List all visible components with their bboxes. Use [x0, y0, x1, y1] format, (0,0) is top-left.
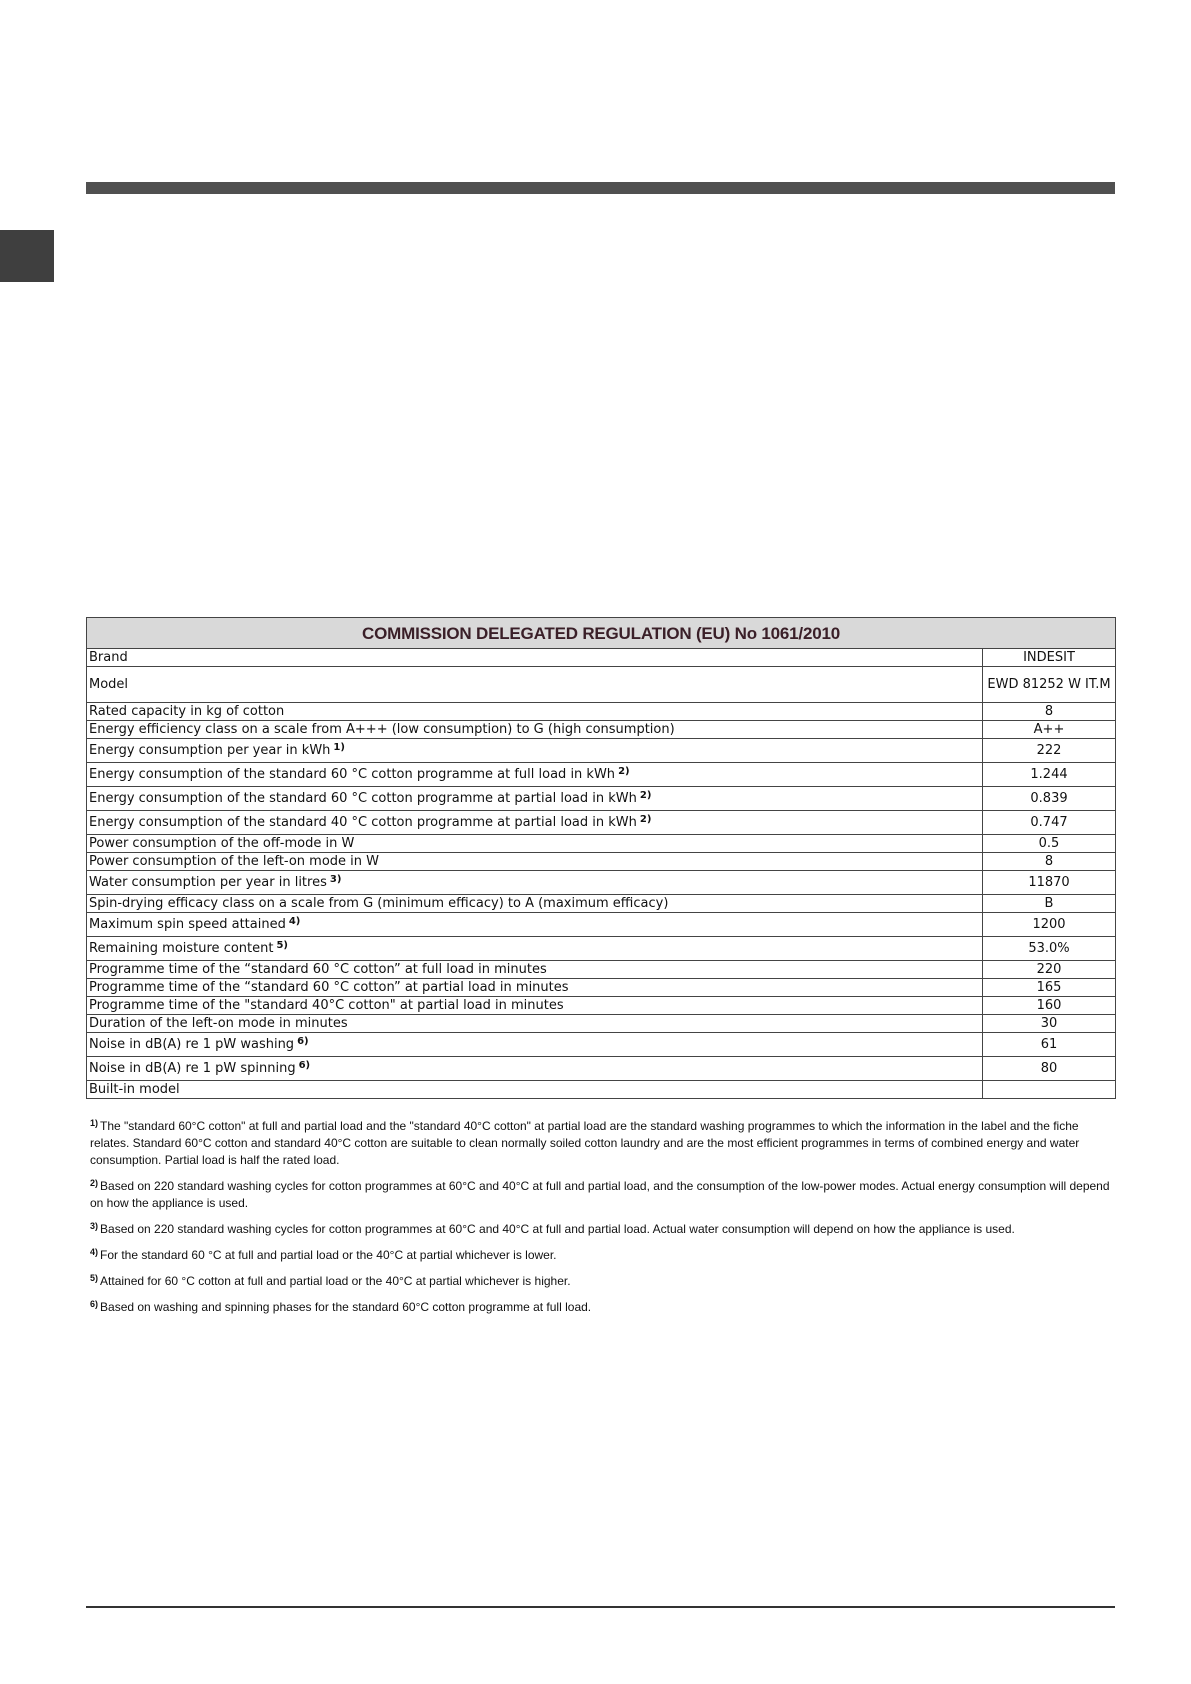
- table-row: [87, 895, 1116, 913]
- table-row: [87, 937, 1116, 961]
- footnote: [90, 1273, 1115, 1290]
- row-label: Programme time of the “standard 60 °C cotton” at partial load in minutes: [87, 979, 983, 997]
- row-label: Remaining moisture content $^{5)}$: [87, 937, 983, 961]
- footnote-text: Based on washing and spinning phases for the standard 60°C cotton programme at full load.: [100, 1300, 592, 1314]
- table-row: [87, 871, 1116, 895]
- footnote-mark: 4): [90, 1247, 99, 1257]
- regulation-table: [86, 617, 1116, 1099]
- row-value: 80: [983, 1057, 1116, 1081]
- row-label: Energy consumption per year in kWh $^{1)}$: [87, 739, 983, 763]
- row-value: 11870: [983, 871, 1116, 895]
- row-label: Energy consumption of the standard 60 °C cotton programme at full load in kWh $^{2)}$: [87, 763, 983, 787]
- footnote-ref: 3): [329, 874, 342, 885]
- row-label: Power consumption of the left-on mode in W: [87, 853, 983, 871]
- table-row: [87, 667, 1116, 703]
- footnote-mark: 5): [90, 1273, 99, 1283]
- footnote-text: The "standard 60°C cotton" at full and partial load and the "standard 40°C cotton" at partial load are the standard washing programmes to which the information in the label and the fiche relates. Standard 60°C cotton and standard 40°C cotton are suitable to clean normally soiled cotton laundry and are the most efficient programmes in terms of combined energy and water consumption. Partial load is half the rated load.: [90, 1119, 1080, 1167]
- row-label: Water consumption per year in litres $^{3)}$: [87, 871, 983, 895]
- row-label: Noise in dB(A) re 1 pW spinning $^{6)}$: [87, 1057, 983, 1081]
- footnote-mark: 2): [90, 1178, 99, 1188]
- table-row: [87, 853, 1116, 871]
- language-tab-marker: [0, 230, 54, 282]
- table-row: [87, 835, 1116, 853]
- row-label: Maximum spin speed attained $^{4)}$: [87, 913, 983, 937]
- row-label: Spin-drying efficacy class on a scale from G (minimum efficacy) to A (maximum efficacy): [87, 895, 983, 913]
- row-value: 1200: [983, 913, 1116, 937]
- table-row: [87, 721, 1116, 739]
- footnote-ref: 2): [639, 814, 652, 825]
- footnote-text: Based on 220 standard washing cycles for cotton programmes at 60°C and 40°C at full and partial load, and the consumption of the low-power modes. Actual energy consumption will depend on how the appliance is used.: [90, 1179, 1110, 1210]
- row-label: Duration of the left-on mode in minutes: [87, 1015, 983, 1033]
- row-value: 160: [983, 997, 1116, 1015]
- row-label: Energy efficiency class on a scale from A+++ (low consumption) to G (high consumption): [87, 721, 983, 739]
- footnote-mark: 3): [90, 1221, 99, 1231]
- row-label: Energy consumption of the standard 60 °C cotton programme at partial load in kWh $^{2)}$: [87, 787, 983, 811]
- row-value: 8: [983, 853, 1116, 871]
- row-label: Rated capacity in kg of cotton: [87, 703, 983, 721]
- footnote: [90, 1299, 1115, 1316]
- table-row: [87, 913, 1116, 937]
- row-label: Power consumption of the off-mode in W: [87, 835, 983, 853]
- table-row: [87, 997, 1116, 1015]
- table-row: [87, 1057, 1116, 1081]
- footnote-ref: 1): [333, 742, 345, 753]
- footnote: [90, 1118, 1115, 1169]
- footnote-ref: 2): [639, 790, 652, 801]
- row-label: Noise in dB(A) re 1 pW washing $^{6)}$: [87, 1033, 983, 1057]
- row-value: 30: [983, 1015, 1116, 1033]
- row-value: 61: [983, 1033, 1116, 1057]
- row-label: Programme time of the "standard 40°C cotton" at partial load in minutes: [87, 997, 983, 1015]
- table-row: [87, 811, 1116, 835]
- row-value: 8: [983, 703, 1116, 721]
- row-value: INDESIT: [983, 649, 1116, 667]
- table-row: [87, 979, 1116, 997]
- table-row: [87, 739, 1116, 763]
- row-value: 0.747: [983, 811, 1116, 835]
- footnotes: [90, 1118, 1115, 1325]
- row-value: 1.244: [983, 763, 1116, 787]
- footnote-ref: 6): [297, 1036, 309, 1047]
- table-title: COMMISSION DELEGATED REGULATION (EU) No 1061/2010: [87, 618, 1116, 649]
- row-value: 222: [983, 739, 1116, 763]
- row-value: B: [983, 895, 1116, 913]
- footnote: [90, 1221, 1115, 1238]
- row-value: 0.5: [983, 835, 1116, 853]
- row-label: Energy consumption of the standard 40 °C cotton programme at partial load in kWh $^{2)}$: [87, 811, 983, 835]
- row-value: 53.0%: [983, 937, 1116, 961]
- row-label: Built-in model: [87, 1081, 983, 1099]
- table-row: [87, 961, 1116, 979]
- footer-rule: [86, 1606, 1115, 1608]
- row-value: 220: [983, 961, 1116, 979]
- row-value: 165: [983, 979, 1116, 997]
- footnote-mark: 1): [90, 1118, 99, 1128]
- row-label: Model: [87, 667, 983, 703]
- table-row: [87, 1033, 1116, 1057]
- footnote: [90, 1178, 1115, 1212]
- footnote-text: For the standard 60 °C at full and partial load or the 40°C at partial whichever is lower.: [100, 1248, 557, 1262]
- footnote-text: Attained for 60 °C cotton at full and partial load or the 40°C at partial whichever is higher.: [100, 1274, 571, 1288]
- footnote-mark: 6): [90, 1299, 99, 1309]
- row-value: EWD 81252 W IT.M: [983, 667, 1116, 703]
- row-value: 0.839: [983, 787, 1116, 811]
- table-row: [87, 1081, 1116, 1099]
- table-row: [87, 649, 1116, 667]
- row-value: A++: [983, 721, 1116, 739]
- table-row: [87, 703, 1116, 721]
- footnote-ref: 4): [288, 916, 301, 927]
- row-label: Brand: [87, 649, 983, 667]
- header-rule: [86, 182, 1115, 194]
- table-title-row: [87, 618, 1116, 649]
- table-row: [87, 787, 1116, 811]
- footnote-text: Based on 220 standard washing cycles for cotton programmes at 60°C and 40°C at full and partial load. Actual water consumption will depend on how the appliance is used.: [100, 1222, 1015, 1236]
- table-row: [87, 1015, 1116, 1033]
- footnote-ref: 5): [276, 940, 288, 951]
- footnote-ref: 6): [298, 1060, 311, 1071]
- table-row: [87, 763, 1116, 787]
- row-value: [983, 1081, 1116, 1099]
- row-label: Programme time of the “standard 60 °C cotton” at full load in minutes: [87, 961, 983, 979]
- footnote: [90, 1247, 1115, 1264]
- footnote-ref: 2): [618, 766, 630, 777]
